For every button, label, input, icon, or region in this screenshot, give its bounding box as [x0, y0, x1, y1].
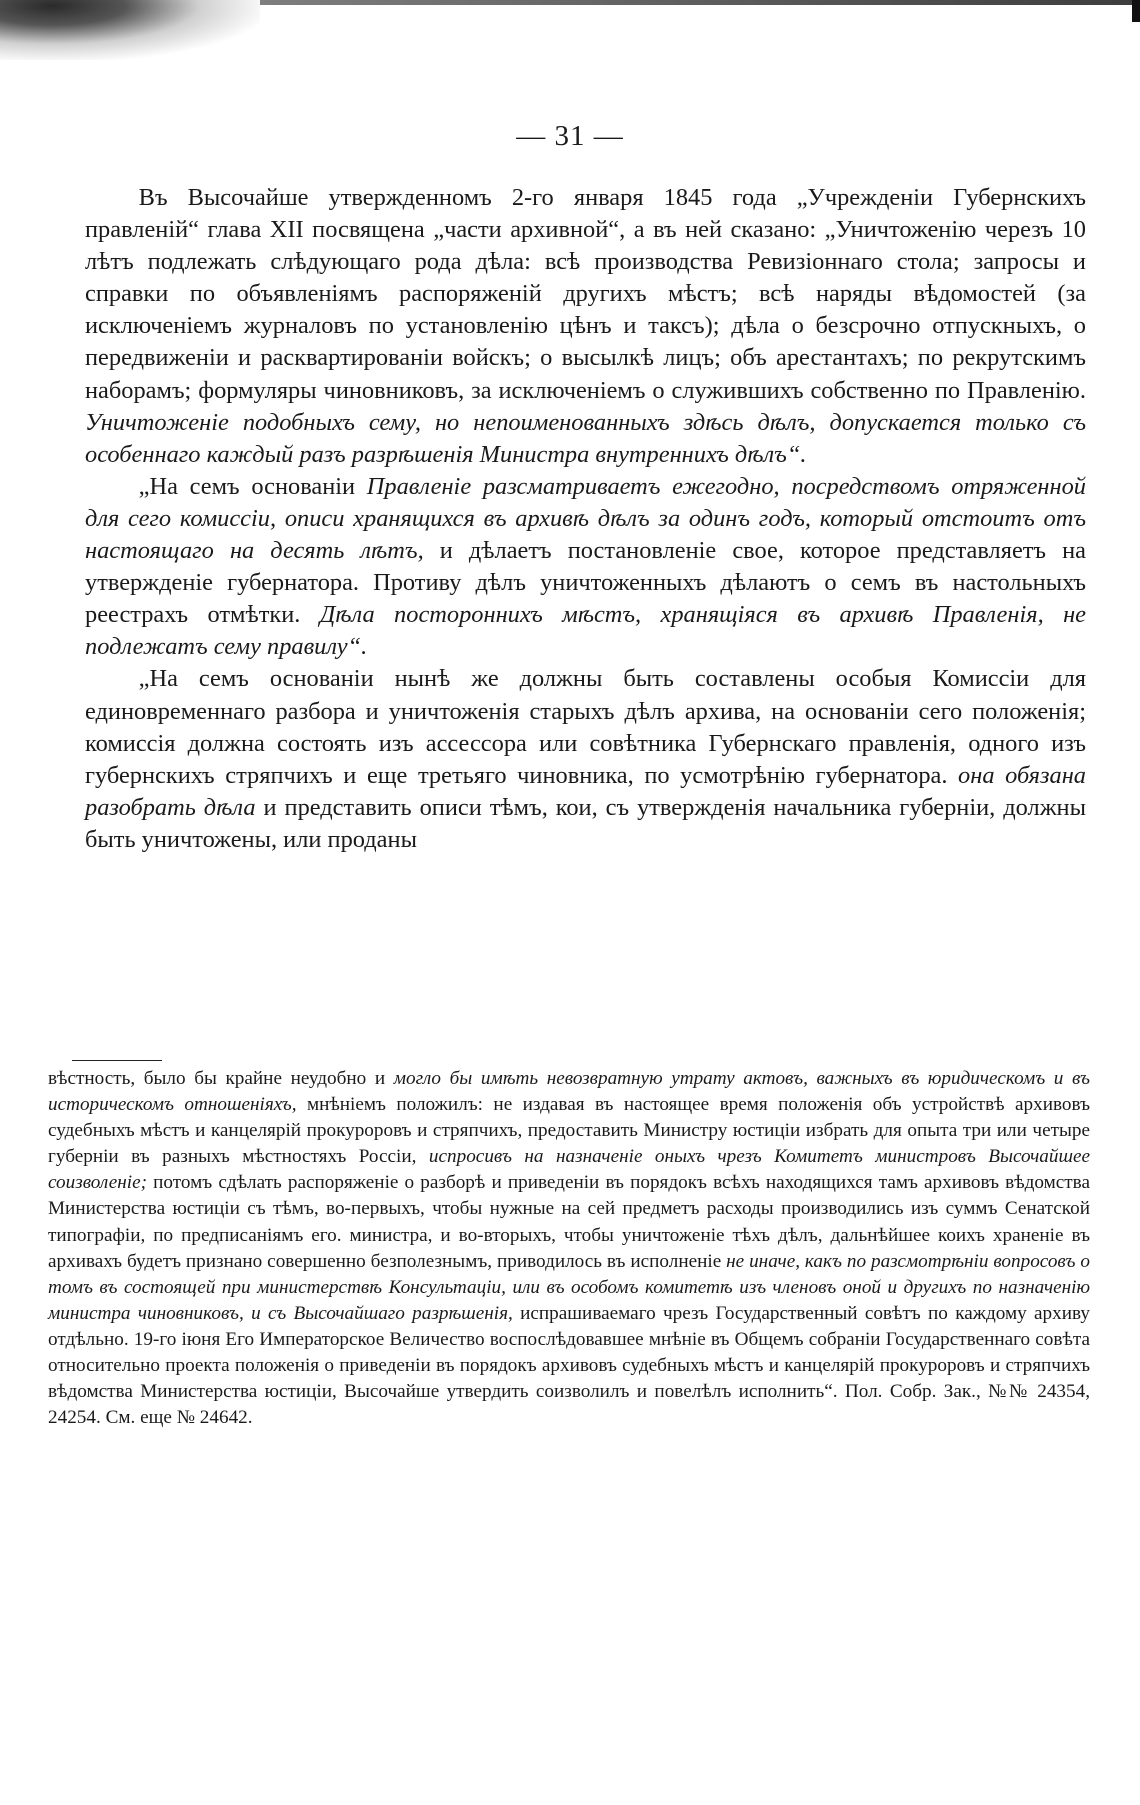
paragraph-2-italic-b: Дѣла постороннихъ мѣстъ, хранящіяся въ архивѣ Правленія, не подлежатъ сему правилу“. [85, 601, 1086, 661]
scan-smudge [0, 0, 260, 60]
footnote-text-2: мнѣніемъ положилъ: не издавая въ настоящее время положенія объ устройствѣ архивовъ судебныхъ мѣстъ и канцелярій прокуроровъ и стряпчихъ, предоставить Министру юстиціи избрать для опыта три или четыре губерніи въ разныхъ мѣстностяхъ Россіи, [48, 1094, 1090, 1168]
scan-top-edge [260, 0, 1140, 5]
paragraph-2-text-a: „На семъ основаніи [138, 472, 367, 500]
paragraph-3-italic-a: она обязана разобрать дѣла [85, 761, 1086, 821]
footnote-text [48, 1066, 1090, 1431]
paragraph-1 [85, 182, 1086, 471]
footnote [48, 1066, 1090, 1431]
paragraph-3-text-a: „На семъ основаніи нынѣ же должны быть составлены особыя Комиссіи для единовременнаго разбора и уничтоженія старыхъ дѣлъ архива, на основаніи сего положенія; комиссія должна состоять изъ ассессора или совѣтника Губернскаго правленія, одного изъ губернскихъ стряпчихъ и еще третьяго чиновника, по усмотрѣнію губернатора. [85, 665, 1086, 789]
footnote-italic-3: не иначе, какъ по разсмотрѣніи вопросовъ о томъ въ состоящей при министерствѣ Консультаціи, или въ особомъ комитетѣ изъ членовъ оной и другихъ по назначенію министра чиновниковъ, и съ Высочайшаго разрѣшенія, [48, 1250, 1090, 1324]
paragraph-3-text-b: и представить описи тѣмъ, кои, съ утвержденія начальника губерніи, должны быть уничтожены, или проданы [85, 793, 1086, 853]
footnote-divider [72, 1060, 162, 1061]
paragraph-1-italic: Уничтоженіе подобныхъ сему, но непоименованныхъ здѣсь дѣлъ, допускается только съ особеннаго каждый разъ разрѣшенія Министра внутреннихъ дѣлъ“. [85, 408, 1086, 468]
paragraph-2-italic-a: Правленіе разсматриваетъ ежегодно, посредствомъ отряженной для сего комиссіи, описи хранящихся въ архивѣ дѣлъ за одинъ годъ, который отстоитъ отъ настоящаго на десять лѣтъ, [85, 472, 1086, 565]
footnote-text-4: испрашиваемаго чрезъ Государственный совѣтъ по каждому архиву отдѣльно. 19-го іюня Его Императорское Величество воспослѣдовавшее мнѣніе въ Общемъ собраніи Государственнаго совѣта относительно проекта положенія о приведеніи въ порядокъ архивовъ судебныхъ мѣстъ и канцелярій прокуроровъ и стряпчихъ вѣдомства Министерства юстиціи, Высочайше утвердить соизволилъ и повелѣлъ исполнить“. Пол. Собр. Зак., №№ 24354, 24254. См. еще № 24642. [48, 1302, 1090, 1429]
footnote-italic-2: испросивъ на назначеніе оныхъ чрезъ Комитетъ министровъ Высочайшее соизволеніе; [48, 1146, 1090, 1194]
paragraph-3 [85, 663, 1086, 856]
page-number: — 31 — [516, 120, 624, 152]
paragraph-2-text-b: и дѣлаетъ постановленіе свое, которое представляетъ на утвержденіе губернатора. Противу дѣлъ уничтоженныхъ дѣлаютъ о семъ въ настольныхъ реестрахъ отмѣтки. [85, 537, 1086, 629]
paragraph-1-text: Въ Высочайше утвержденномъ 2-го января 1845 года „Учрежденіи Губернскихъ правленій“ глава XII посвящена „части архивной“, а въ ней сказано: „Уничтоженію черезъ 10 лѣтъ подлежать слѣдующаго рода дѣла: всѣ производства Ревизіоннаго стола; запросы и справки по объявленіямъ распоряженій другихъ мѣстъ; всѣ наряды вѣдомостей (за исключеніемъ журналовъ по установленію цѣнъ и таксъ); дѣла о безсрочно отпускныхъ, о передвиженіи и расквартированіи войскъ; о высылкѣ лицъ; объ арестантахъ; по рекрутскимъ наборамъ; формуляры чиновниковъ, за исключеніемъ о служившихъ собственно по Правленію. [85, 184, 1086, 404]
footnote-italic-1: могло бы имѣть невозвратную утрату актовъ, важныхъ въ юридическомъ и въ историческомъ отношеніяхъ, [48, 1068, 1091, 1116]
footnote-text-3: потомъ сдѣлать распоряженіе о разборѣ и приведеніи въ порядокъ всѣхъ находящихся тамъ архивовъ вѣдомства Министерства юстиціи съ тѣмъ, во-первыхъ, чтобы нужные на сей предметъ расходы производились изъ суммъ Сенатской типографіи, по предписаніямъ его. министра, и во-вторыхъ, чтобы уничтоженіе тѣхъ дѣлъ, дальнѣйшее коихъ храненіе въ архивахъ будетъ признано совершенно безполезнымъ, приводилось въ исполненіе [48, 1172, 1090, 1272]
main-text [85, 182, 1086, 856]
scan-corner-mark [1132, 0, 1140, 22]
paragraph-2 [85, 471, 1086, 664]
footnote-text-1: вѣстность, было бы крайне неудобно и [48, 1068, 394, 1089]
